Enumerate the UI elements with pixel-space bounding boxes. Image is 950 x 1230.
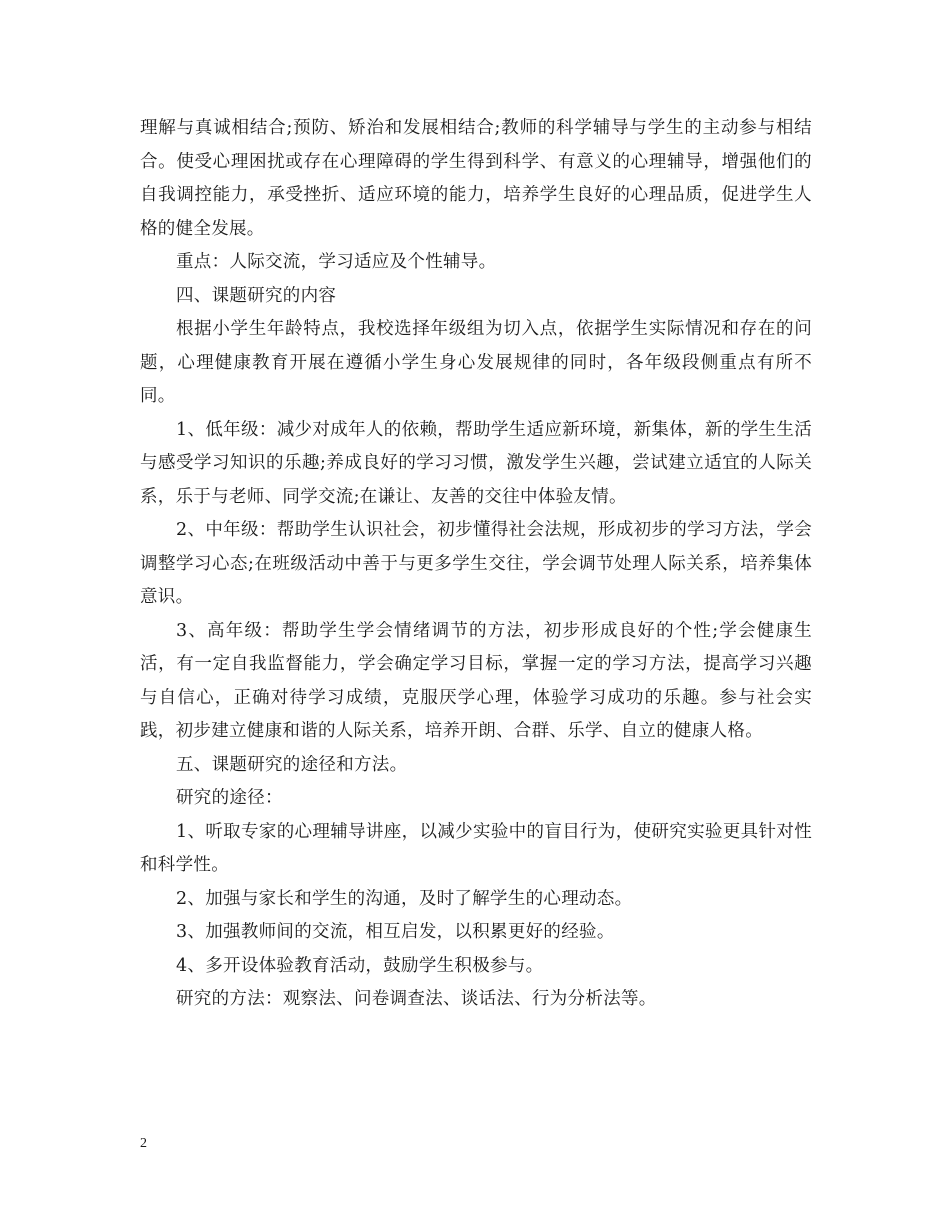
list-item-approach-1: 1、听取专家的心理辅导讲座，以减少实验中的盲目行为，使研究实验更具针对性和科学性。 xyxy=(140,821,812,875)
document-body xyxy=(140,112,812,1017)
list-item-approach-4: 4、多开设体验教育活动，鼓励学生积极参与。 xyxy=(176,955,544,976)
list-item-lower-grade: 1、低年级：减少对成年人的依赖，帮助学生适应新环境，新集体，新的学生生活与感受学习知识的乐趣;养成良好的学习习惯，激发学生兴趣，尝试建立适宜的人际关系，乐于与老师、同学交流;在谦让、友善的交往中体验友情。 xyxy=(140,419,812,507)
section-heading-research-content: 四、课题研究的内容 xyxy=(176,285,337,306)
paragraph-key-points: 重点：人际交流，学习适应及个性辅导。 xyxy=(176,252,497,272)
paragraph-research-content: 根据小学生年龄特点，我校选择年级组为切入点，依据学生实际情况和存在的问题，心理健康教育开展在遵循小学生身心发展规律的同时，各年级段侧重点有所不同。 xyxy=(140,319,812,406)
page-number: 2 xyxy=(140,1136,147,1151)
list-item-middle-grade: 2、中年级：帮助学生认识社会，初步懂得社会法规，形成初步的学习方法，学会调整学习心态;在班级活动中善于与更多学生交往，学会调节处理人际关系，培养集体意识。 xyxy=(140,520,812,607)
section-heading-approaches-methods: 五、课题研究的途径和方法。 xyxy=(176,754,408,775)
paragraph-research-methods: 研究的方法：观察法、问卷调查法、谈话法、行为分析法等。 xyxy=(176,989,657,1009)
paragraph-1: 理解与真诚相结合;预防、矫治和发展相结合;教师的科学辅导与学生的主动参与相结合。使受心理困扰或存在心理障碍的学生得到科学、有意义的心理辅导，增强他们的自我调控能力，承受挫折、适应环境的能力，培养学生良好的心理品质，促进学生人格的健全发展。 xyxy=(140,118,812,239)
subheading-approaches: 研究的途径： xyxy=(176,788,283,808)
list-item-upper-grade: 3、高年级：帮助学生学会情绪调节的方法，初步形成良好的个性;学会健康生活，有一定自我监督能力，学会确定学习目标，掌握一定的学习方法，提高学习兴趣与自信心，正确对待学习成绩，克服厌学心理，体验学习成功的乐趣。参与社会实践，初步建立健康和谐的人际关系，培养开朗、合群、乐学、自立的健康人格。 xyxy=(140,620,812,741)
list-item-approach-2: 2、加强与家长和学生的沟通，及时了解学生的心理动态。 xyxy=(176,888,633,909)
list-item-approach-3: 3、加强教师间的交流，相互启发，以积累更好的经验。 xyxy=(176,922,615,942)
